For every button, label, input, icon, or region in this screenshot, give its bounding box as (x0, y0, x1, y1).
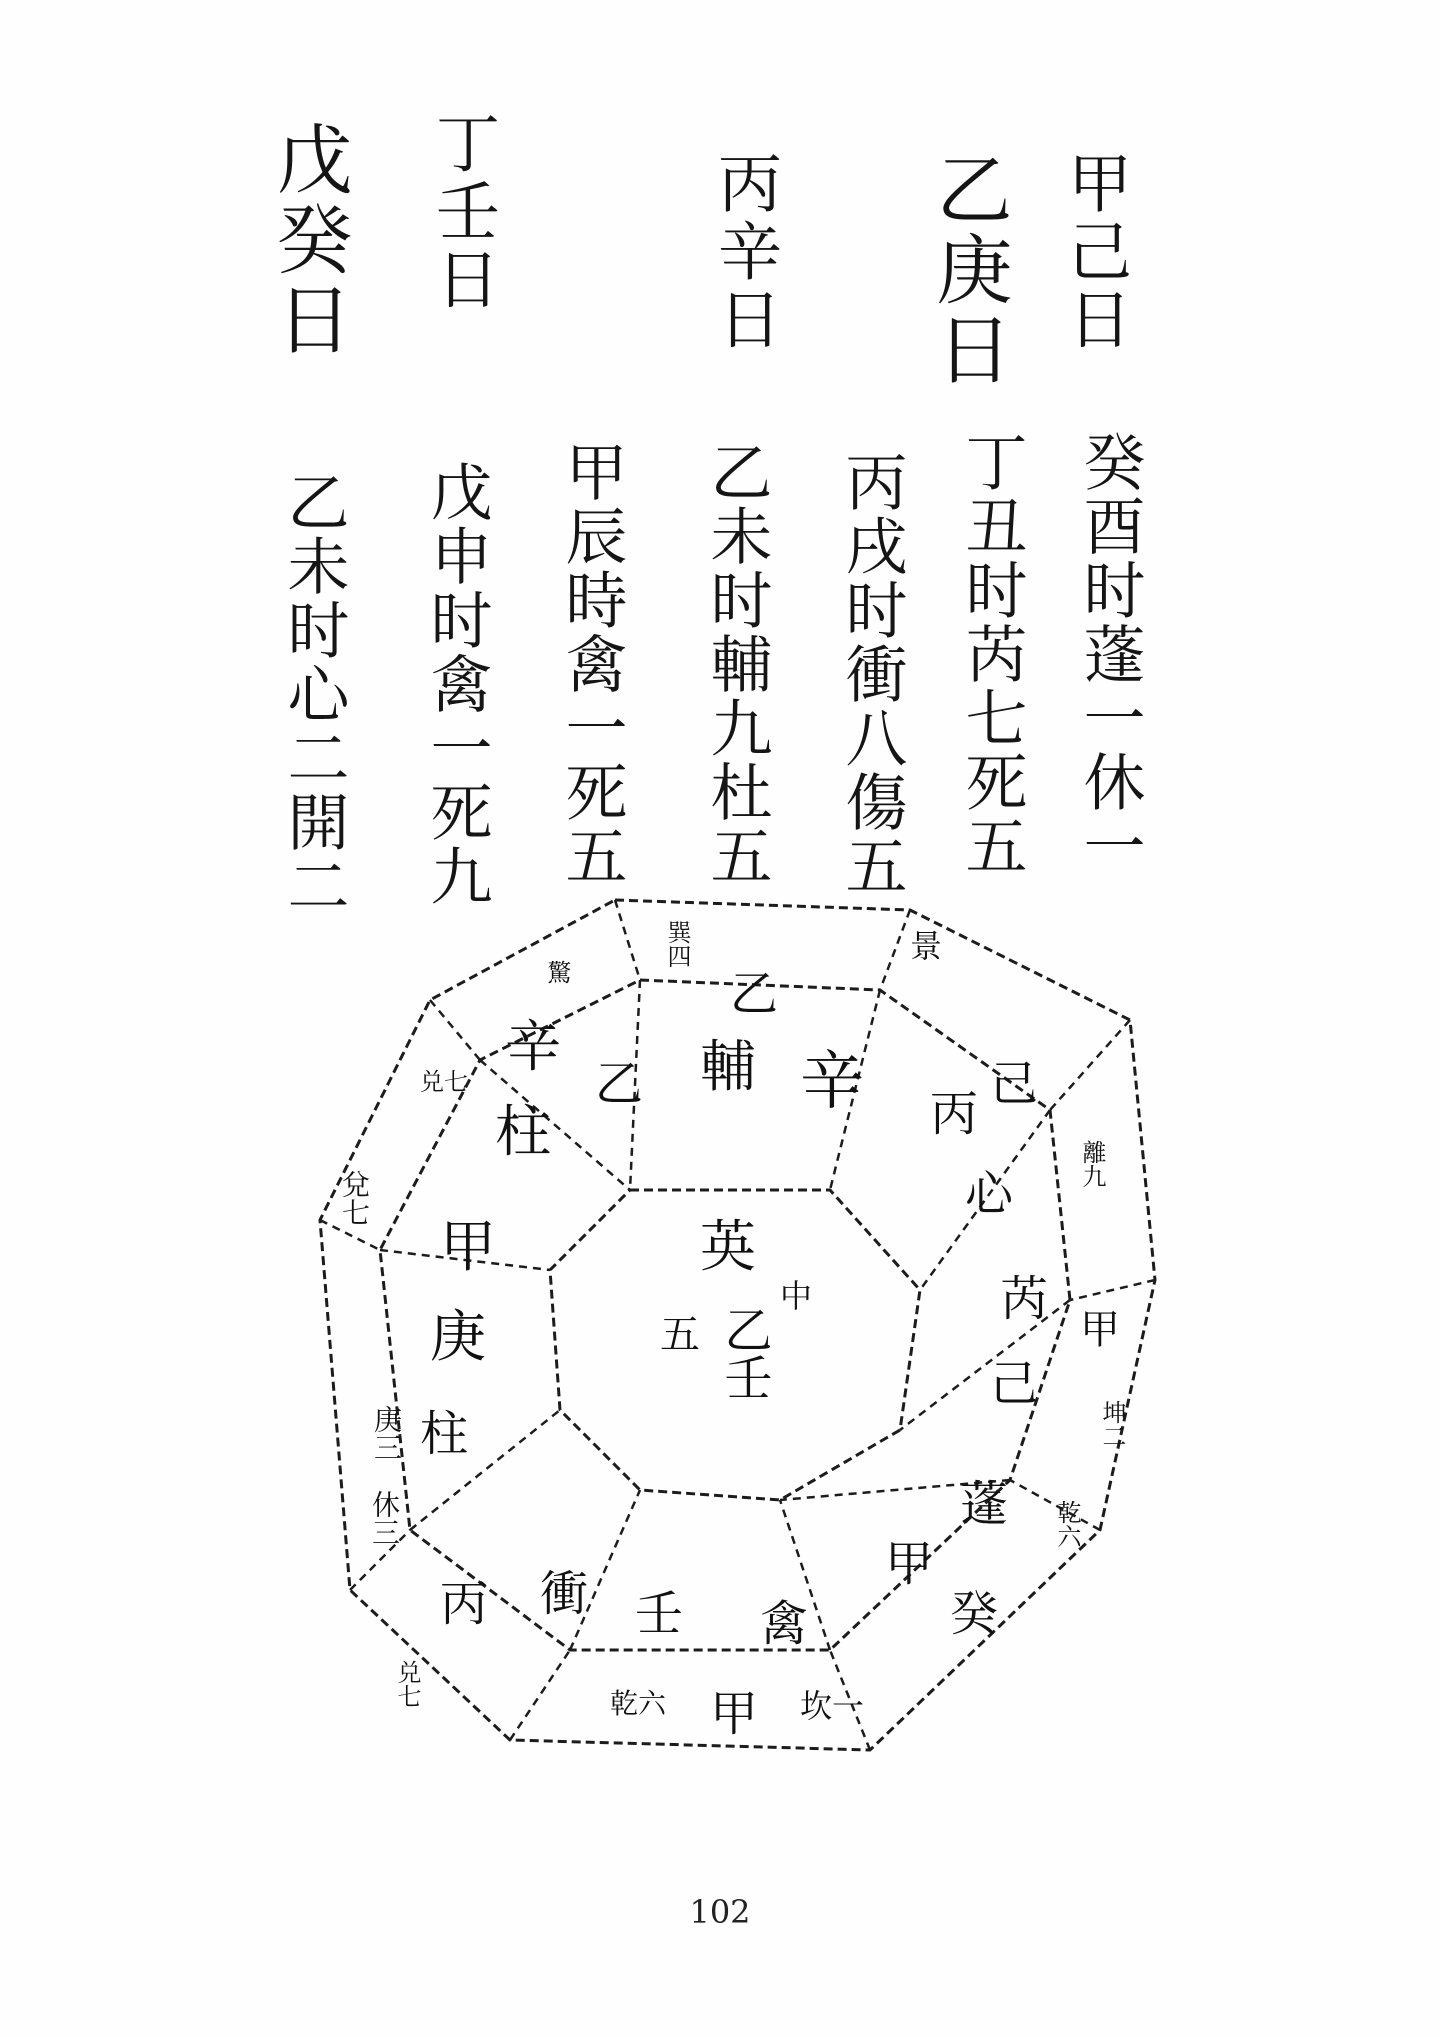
right-label: 坤二 (1098, 1400, 1126, 1448)
hour-entry-1: 癸酉时蓬一休一 (1073, 430, 1146, 878)
upperleft-stem2: 乙 (595, 1056, 644, 1112)
left-stem: 甲 (440, 1215, 496, 1280)
lowerright-stem2: 癸 (950, 1586, 999, 1642)
center-stems: 乙壬 (716, 1305, 772, 1401)
center-label: 中 (780, 1277, 813, 1315)
upperleft-small: 驚 (543, 960, 571, 984)
hour-entry-2: 丁丑时芮七死五 (955, 430, 1028, 878)
day-column-1: 甲己日 (1057, 150, 1131, 354)
right-small: 甲 (1080, 1307, 1120, 1353)
lowerleft-stem: 丙 (440, 1576, 489, 1632)
upperright-stem: 己 (990, 1056, 1039, 1112)
day-column-6: 戊癸日 (264, 120, 353, 360)
hour-entry-6: 戊申时禽一死九 (420, 460, 493, 908)
upperright-label: 離九 (1078, 1140, 1106, 1188)
top-stem2: 乙 (730, 966, 779, 1022)
left-small-2: 休三 (368, 1490, 401, 1546)
top-small: 景 (910, 927, 943, 965)
hour-entry-4: 乙未时輔九杜五 (700, 440, 773, 888)
lowerleft-label: 兑七 (393, 1660, 421, 1708)
hour-entry-3: 丙戌时衝八傷五 (835, 450, 908, 898)
lowerright-star: 蓬 (960, 1476, 1009, 1532)
hour-entry-7: 乙未时心二開二 (277, 470, 350, 918)
bottom-stem2: 甲 (710, 1686, 759, 1742)
nine-palace-octagon-diagram (310, 890, 1160, 1780)
top-label: 巽四 (663, 920, 691, 968)
upperright-small: 心 (965, 1166, 1014, 1222)
day-column-5: 丁壬日 (425, 110, 499, 314)
bottom-label: 坎一 (800, 1687, 865, 1725)
hour-entry-5: 甲辰時禽一死五 (555, 440, 628, 888)
right-star: 芮 (1000, 1271, 1049, 1327)
upperright-star: 丙 (930, 1086, 979, 1142)
left-star: 柱 (420, 1406, 469, 1462)
bottom-stem: 壬 (635, 1586, 684, 1642)
upperleft-label: 兑七 (420, 1068, 468, 1096)
upperleft-stem: 辛 (505, 1015, 561, 1080)
center-number: 五 (660, 1312, 700, 1358)
bottom-small: 乾六 (610, 1687, 667, 1720)
lowerright-stem: 甲 (885, 1536, 934, 1592)
lowerright-label: 乾六 (1053, 1500, 1081, 1548)
left-small-1: 兌七 (338, 1170, 371, 1226)
upperleft-star: 柱 (495, 1100, 551, 1165)
page-number: 102 (689, 1893, 751, 1931)
day-column-2: 乙庚日 (924, 150, 1013, 390)
right-stem: 己 (990, 1356, 1039, 1412)
top-star: 輔 (700, 1035, 756, 1100)
center-star: 英 (700, 1215, 756, 1280)
bottom-star: 禽 (760, 1596, 809, 1652)
top-stem: 辛 (800, 1045, 864, 1119)
lowerleft-star: 衝 (540, 1566, 589, 1622)
left-label: 庚三 (370, 1405, 403, 1461)
day-column-3: 丙辛日 (707, 150, 781, 354)
left-stem2: 庚 (430, 1305, 486, 1370)
